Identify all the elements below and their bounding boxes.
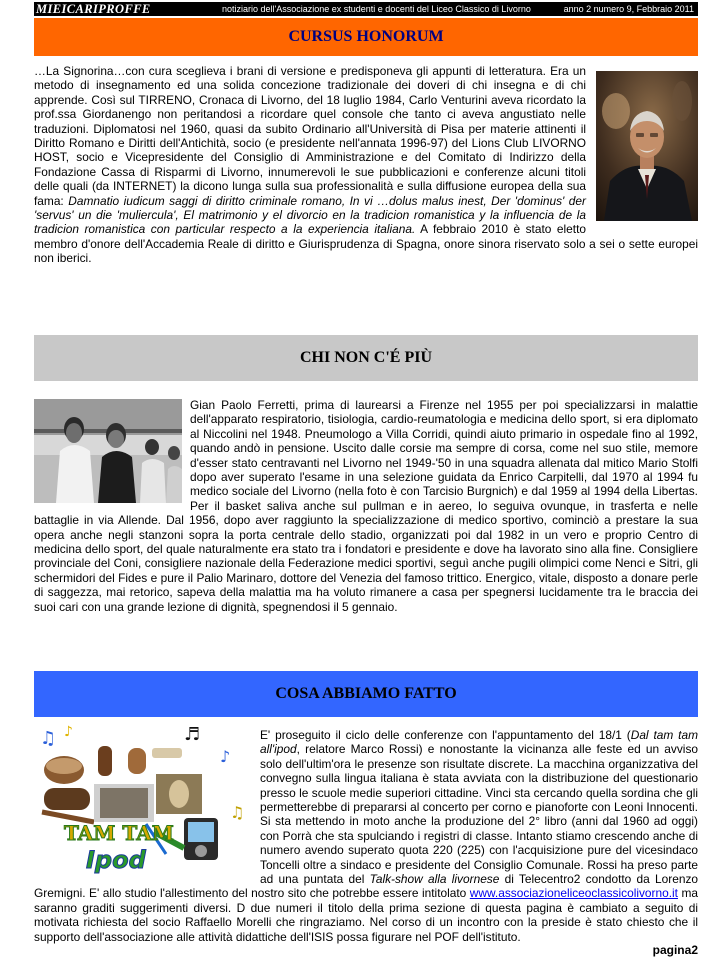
portrait-photo-image xyxy=(596,71,698,221)
collage-ipod-text: Ipod xyxy=(86,846,146,874)
section-title-cosa-abbiamo-fatto: COSA ABBIAMO FATTO xyxy=(34,671,698,717)
team-photo xyxy=(34,399,182,503)
masthead-title: MIEICARIPROFFE xyxy=(36,2,151,16)
issue-info: anno 2 numero 9, Febbraio 2011 xyxy=(563,4,694,14)
svg-text:♫: ♫ xyxy=(230,803,245,822)
cosa-article xyxy=(34,724,698,944)
masthead-subtitle: notiziario dell'Associazione ex studenti e docenti del Liceo Classico di Livorno xyxy=(222,4,531,14)
music-collage xyxy=(34,722,248,874)
svg-text:♫: ♫ xyxy=(40,728,57,749)
svg-text:♪: ♪ xyxy=(64,724,73,740)
svg-text:♬: ♬ xyxy=(184,724,201,745)
cursus-article xyxy=(34,64,698,266)
section-title-cursus: CURSUS HONORUM xyxy=(34,18,698,56)
section-title-chi-non-ce-piu: CHI NON C'É PIÙ xyxy=(34,335,698,381)
page-number: pagina2 xyxy=(652,943,698,957)
chinon-text: Gian Paolo Ferretti, prima di laurearsi a Firenze nel 1955 per poi specializzarsi in malattie dell'apparato respiratorio, tisiologia, cardio-reumatologia e medicina dello sport, si era diplomato al Niccolini nel 1948. Pneumologo a Villa Corridi, quindi aiuto primario in ospedale fino al 1992, quando andò in pensione. Uscito dalle corsie ma sempre di corsa, come nel suo stile, memore d'esser stato centravanti nel Livorno nel 1949-'50 in una squadra allenata dal mitico Mario Stolfi dopo aver superato l'esame in una selezione guidata da Enrico Carpitelli, dal 1970 al 1994 fu medico sociale del Livorno (nella foto è con Tarcisio Burgnich) e dal 1959 al 1994 della Libertas. Per il basket saliva anche sul pullman e in aereo, lo seguiva ovunque, in trasferta e nelle battaglie in via Allende. Dal 1956, dopo aver raggiunto la specializzazione di medico sportivo, cominciò a prestare la sua opera anche negli stanzoni sopra la porta centrale dello stadio, organizzati poi dal 1982 in un vero e proprio Centro di medicina dello sport, del quale naturalmente era stato tra i fondatori e presidente e dove ha lavorato sino alla fine. Consigliere provinciale del Coni, consigliere nazionale della Federazione medici sportivi, seguì anche pugili olimpici come Nenci e Sitri, gli schermidori del Fides e pure il Palio Marinaro, dottore del Venezia del famoso trittico. Energico, vitale, disposto a donare perle di saggezza, mai retorico, sapeva della malattia ma ha voluto rimanere a casa per spegnersi lucidamente tra le braccia dei suoi cari con una grande lezione di dignità, spegnendosi il 5 gennaio. xyxy=(34,398,698,614)
chinon-article xyxy=(34,398,698,614)
cursus-text-a: …La Signorina…con cura sceglieva i brani di versione e predisponeva gli appunti di letteratura. Era un metodo di insegnamento ed una solida concezione tradizionale dei doveri di chi insegna e di chi apprende. Così sul TIRRENO, Cronaca di Livorno, del 18 luglio 1984, Carlo Venturini aveva ricordato la prof.ssa Giordanengo non peritandosi a ricordare quel console che tanto ci aveva angustiato nelle traduzioni. Diplomatosi nel 1960, quasi da subito Ordinario all'Università di Pisa per materie attinenti il Diritto Romano e Diritti dell'Antichità, socio (e presidente nell'annata 1996-97) del Lions Club LIVORNO HOST, socio e Vicepresidente del Consiglio di Amministrazione e del Comitato di Indirizzo della Fondazione Cassa di Risparmi di Livorno, innumerevoli le sue pubblicazioni e conferenze alcuni titoli delle quali (da INTERNET) la dicono lunga sulla sua professionalità e sulla diffusione europea della sua fama: xyxy=(34,64,586,208)
cosa-text-2: , relatore Marco Rossi) e nonostante la vicinanza alle feste ed un avviso solo dell'ultim'ora le presenze son risultate discrete. La macchina organizzativa del convegno sulla lingua italiana è stata avviata con la distribuzione del questionario presso le scuole medie superiori cittadine. Vinci sta cercando quella sordina che gli permetterebbe di prepararsi al concerto per corno e pianoforte con Leoni Innocenti. Si sta mettendo in moto anche la produzione del 2° libro (anni dal 1960 ad oggi) con Porrà che sta spulciando i registri di classe. Intanto stiamo crescendo anche di numero avendo superato quota 220 (225) con l'acquisizione pure del vicesindaco Toncelli oltre a sindaco e presidente del Consiglio Comunale. Rossi ha preso parte ad una puntata del xyxy=(260,742,698,887)
website-link[interactable]: www.associazioneliceoclassicolivorno.it xyxy=(469,886,678,901)
portrait-photo xyxy=(596,71,698,221)
team-photo-image xyxy=(34,399,182,503)
cosa-text-3: di Telecentro2 condotto da Lorenzo Gremigni. E' allo studio l'allestimento del nostro sito che potrebbe essere intitolato xyxy=(34,872,698,901)
cosa-text-4: ma saranno graditi suggerimenti diversi. D due numeri il titolo della prima sezione di questa pagina è cambiato a seguito di motivata richiesta del socio Raffaello Morelli che ringraziamo. Nel corso di un incontro con la preside è stato chiesto che il supporto dell'associazione alle attività didattiche dell'ISIS possa figurare nel POF dell'istituto. xyxy=(34,886,698,944)
cosa-text-1: E' proseguito il ciclo delle conferenze con l'appuntamento del 18/1 ( xyxy=(260,728,631,742)
cursus-text-b: A febbraio 2010 è stato eletto membro d'onore dell'Accademia Reale di diritto e Giurisprudenza di Spagna, onore sinora riservato solo a sei o sette europei non iberici. xyxy=(34,222,698,266)
music-collage-image xyxy=(34,722,248,874)
svg-text:♪: ♪ xyxy=(220,747,231,766)
collage-tamtam-text: TAM TAM xyxy=(64,821,174,845)
masthead-bar xyxy=(34,2,698,16)
cursus-text-titles: Damnatio iudicum saggi di diritto criminale romano, In vi …dolus malus inest, Der 'dominus' der 'servus' un die 'muliercula', El matrimonio y el divorcio en la tradicion romanistica y la influencia de la tradicion romanistica con particular respecto a la experiencia italiana. xyxy=(34,193,586,237)
cosa-talkshow-title: Talk-show alla livornese xyxy=(369,872,500,887)
cosa-conference-title: Dal tam tam all'ipod xyxy=(260,728,698,757)
